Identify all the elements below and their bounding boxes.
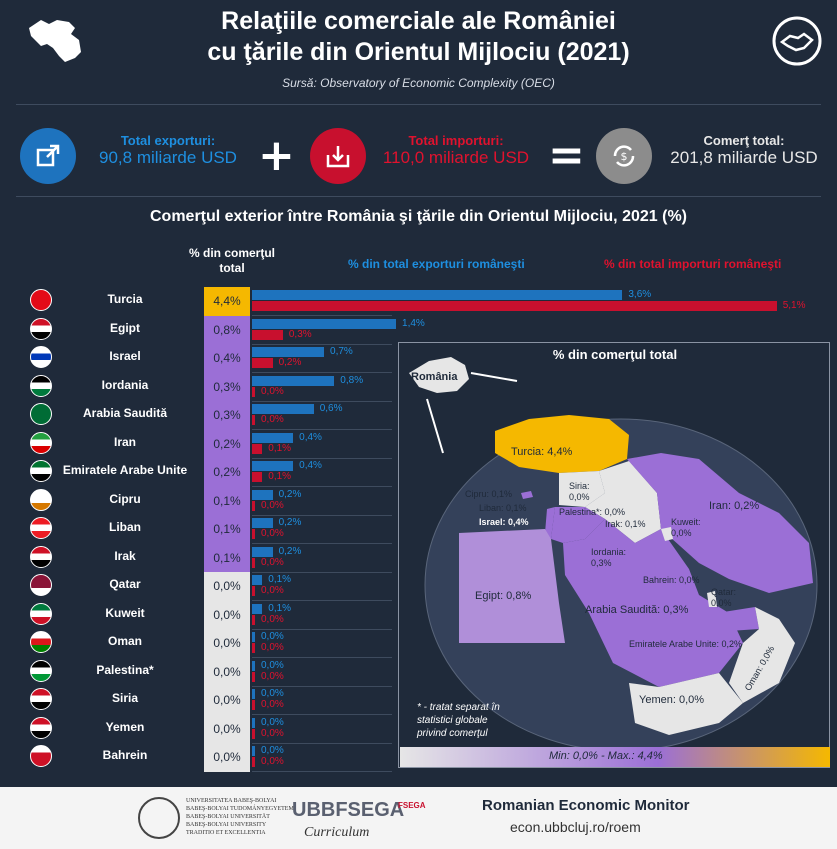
map-label-palestina: Palestina*: 0,0% bbox=[559, 507, 626, 517]
import-bar bbox=[252, 672, 255, 682]
export-bar bbox=[252, 461, 293, 471]
flag-icon bbox=[30, 346, 52, 368]
import-value-label: 0,3% bbox=[288, 328, 312, 340]
map-egypt bbox=[459, 529, 565, 643]
country-label: Israel bbox=[109, 349, 141, 363]
import-bar bbox=[252, 415, 255, 425]
flag-icon bbox=[30, 375, 52, 397]
import-value-label: 0,1% bbox=[268, 471, 292, 482]
share-cell: 0,8% bbox=[204, 316, 250, 345]
map-label-bahrein: Bahrein: 0,0% bbox=[643, 575, 700, 585]
import-value-label: 0,0% bbox=[261, 385, 284, 397]
row-divider bbox=[252, 458, 392, 459]
export-value-label: 0,0% bbox=[261, 688, 284, 699]
import-value-label: 0,0% bbox=[261, 585, 284, 596]
export-value-label: 0,1% bbox=[268, 574, 292, 585]
row-divider bbox=[252, 486, 392, 487]
share-cell: 0,0% bbox=[204, 572, 250, 601]
map-label-liban: Liban: 0,1% bbox=[479, 503, 527, 513]
export-bar bbox=[252, 319, 396, 329]
import-bar bbox=[252, 615, 255, 625]
exports-label: Total exporturi: bbox=[120, 133, 216, 148]
export-value-label: 0,8% bbox=[340, 374, 364, 386]
import-bar bbox=[252, 501, 255, 511]
country-label: Bahrein bbox=[102, 748, 148, 762]
row-divider bbox=[252, 572, 392, 573]
svg-text:$: $ bbox=[620, 150, 628, 163]
map-label-irak: Irak: 0,1% bbox=[605, 519, 646, 529]
equals-sign: = bbox=[548, 130, 585, 181]
country-label: Turcia bbox=[107, 292, 143, 306]
import-value-label: 0,0% bbox=[261, 613, 284, 625]
row-divider bbox=[252, 515, 392, 516]
arrow-romania-1 bbox=[471, 373, 517, 381]
country-label: Yemen bbox=[105, 719, 145, 734]
flag-icon bbox=[30, 318, 52, 340]
export-value-label: 0,0% bbox=[261, 659, 284, 671]
import-bar bbox=[252, 586, 255, 596]
import-value-label: 0,0% bbox=[261, 642, 284, 653]
export-value-label: 0,0% bbox=[261, 716, 284, 728]
row-divider bbox=[252, 657, 392, 658]
imports-value: 110,0 miliarde USD bbox=[382, 148, 530, 167]
share-cell: 4,4% bbox=[204, 287, 250, 316]
share-cell: 0,2% bbox=[204, 430, 250, 459]
fsega-logo: UBBFSEGA bbox=[292, 799, 405, 821]
monitor-title: Romanian Economic Monitor bbox=[482, 797, 690, 814]
fsega-small-logo: FSEGA bbox=[398, 801, 426, 810]
share-header-line-2: total bbox=[219, 261, 245, 275]
row-divider bbox=[252, 543, 392, 544]
export-value-label: 0,2% bbox=[278, 545, 302, 557]
export-value-label: 0,0% bbox=[261, 745, 284, 756]
import-bar bbox=[252, 472, 262, 482]
row-divider bbox=[252, 344, 392, 345]
export-bar bbox=[252, 547, 273, 557]
row-divider bbox=[252, 372, 392, 373]
legend-imports: % din total importuri româneşti bbox=[604, 257, 782, 271]
share-header-line-1: % din comerţul bbox=[188, 246, 275, 260]
country-label: Qatar bbox=[109, 577, 141, 591]
import-value-label: 0,0% bbox=[261, 556, 284, 568]
import-bar bbox=[252, 387, 255, 397]
import-value-label: 0,0% bbox=[261, 414, 284, 425]
export-bar bbox=[252, 404, 314, 414]
country-label: Liban bbox=[109, 520, 141, 534]
flag-icon bbox=[30, 631, 52, 653]
flag-icon bbox=[30, 289, 52, 311]
export-bar bbox=[252, 347, 324, 357]
row-divider bbox=[252, 315, 392, 316]
export-bar bbox=[252, 376, 334, 386]
export-bar bbox=[252, 518, 273, 528]
export-value-label: 0,7% bbox=[330, 346, 353, 357]
export-value-label: 0,4% bbox=[299, 460, 322, 471]
map-label-kuweit: Kuweit: 0,0% bbox=[671, 517, 701, 538]
import-bar bbox=[252, 358, 273, 368]
university-name: UNIVERSITATEA BABEŞ-BOLYAI BABEŞ-BOLYAI TUDOMÁNYEGYETEM BABEŞ-BOLYAI UNIVERSITÄT BABEŞ-BOLYAI UNIVERSITY TRADITIO ET EXCELLENTIA bbox=[186, 798, 294, 836]
share-cell: 0,1% bbox=[204, 487, 250, 516]
flag-icon bbox=[30, 517, 52, 539]
row-divider bbox=[252, 401, 392, 402]
legend-exports: % din total exporturi româneşti bbox=[348, 257, 525, 271]
title-line-1: Relaţiile comerciale ale României bbox=[221, 7, 616, 35]
row-divider bbox=[252, 686, 392, 687]
country-label: Siria bbox=[111, 691, 138, 705]
import-bar bbox=[252, 729, 255, 739]
share-cell: 0,1% bbox=[204, 544, 250, 573]
arrow-romania-2 bbox=[427, 399, 443, 453]
export-value-label: 0,2% bbox=[278, 488, 302, 500]
share-cell: 0,0% bbox=[204, 743, 250, 772]
country-label: Kuweit bbox=[105, 605, 145, 620]
country-label: Cipru bbox=[109, 491, 141, 506]
import-value-label: 0,0% bbox=[261, 528, 284, 539]
country-label: Oman bbox=[107, 634, 142, 648]
share-cell: 0,2% bbox=[204, 458, 250, 487]
flag-icon bbox=[30, 745, 52, 767]
import-value-label: 0,0% bbox=[261, 499, 284, 511]
row-divider bbox=[252, 714, 392, 715]
share-cell: 0,0% bbox=[204, 715, 250, 744]
flag-icon bbox=[30, 489, 52, 511]
export-value-label: 0,4% bbox=[299, 431, 322, 443]
map-label-arabia: Arabia Saudită: 0,3% bbox=[585, 604, 689, 616]
import-bar bbox=[252, 301, 777, 311]
import-value-label: 5,1% bbox=[782, 300, 806, 311]
export-value-label: 0,1% bbox=[268, 602, 292, 614]
country-label: Emiratele Arabe Unite bbox=[62, 463, 188, 477]
map-label-turcia: Turcia: 4,4% bbox=[511, 446, 573, 458]
map-label-egipt: Egipt: 0,8% bbox=[475, 590, 532, 602]
map-footnote: * - tratat separat în statistici globale privind comerţul bbox=[417, 702, 500, 739]
export-bar bbox=[252, 290, 622, 300]
flag-icon bbox=[30, 603, 52, 625]
exports-value: 90,8 miliarde USD bbox=[99, 148, 237, 167]
export-bar bbox=[252, 718, 255, 728]
flag-icon bbox=[30, 717, 52, 739]
map-legend-label: Min: 0,0% - Max.: 4,4% bbox=[549, 750, 663, 762]
import-value-label: 0,0% bbox=[261, 756, 284, 767]
map-panel bbox=[398, 342, 830, 768]
map-turkey bbox=[495, 415, 629, 473]
export-value-label: 3,6% bbox=[628, 289, 652, 300]
country-label: Iordania bbox=[101, 377, 149, 392]
import-bar bbox=[252, 558, 255, 568]
flag-icon bbox=[30, 574, 52, 596]
source-note: Sursă: Observatory of Economic Complexity (OEC) bbox=[282, 76, 555, 90]
import-value-label: 0,1% bbox=[268, 442, 292, 454]
country-label: Egipt bbox=[110, 320, 140, 335]
import-bar bbox=[252, 643, 255, 653]
flag-icon bbox=[30, 460, 52, 482]
university-seal-icon bbox=[138, 797, 180, 839]
plus-sign: + bbox=[258, 130, 295, 181]
share-cell: 0,1% bbox=[204, 515, 250, 544]
trade-label: Comerţ total: bbox=[703, 133, 785, 148]
imports-label: Total importuri: bbox=[408, 133, 504, 148]
export-bar bbox=[252, 433, 293, 443]
export-bar bbox=[252, 632, 255, 642]
import-value-label: 0,0% bbox=[261, 699, 284, 710]
export-bar bbox=[252, 575, 262, 585]
share-cell: 0,0% bbox=[204, 658, 250, 687]
map-label-siria: Siria: 0,0% bbox=[569, 481, 590, 502]
import-value-label: 0,0% bbox=[261, 670, 284, 682]
flag-icon bbox=[30, 403, 52, 425]
map-label-yemen: Yemen: 0,0% bbox=[639, 694, 705, 706]
share-cell: 0,0% bbox=[204, 629, 250, 658]
export-bar bbox=[252, 490, 273, 500]
map-label-iordania: Iordania: 0,3% bbox=[591, 547, 627, 568]
country-label: Palestina* bbox=[96, 662, 154, 677]
row-divider bbox=[252, 429, 392, 430]
curriculum-script: Curriculum bbox=[304, 825, 370, 840]
map-label-cipru: Cipru: 0,1% bbox=[465, 489, 513, 499]
import-bar bbox=[252, 529, 255, 539]
import-bar bbox=[252, 700, 255, 710]
share-cell: 0,0% bbox=[204, 601, 250, 630]
share-cell: 0,3% bbox=[204, 373, 250, 402]
map-label-qatar: Qatar: 0,0% bbox=[711, 587, 737, 608]
map-label-eau: Emiratele Arabe Unite: 0,2% bbox=[629, 639, 743, 649]
import-bar bbox=[252, 444, 262, 454]
title-line-2: cu ţările din Orientul Mijlociu (2021) bbox=[207, 38, 630, 66]
row-divider bbox=[252, 771, 392, 772]
export-value-label: 0,0% bbox=[261, 631, 284, 642]
export-value-label: 1,4% bbox=[402, 317, 425, 329]
import-bar bbox=[252, 330, 283, 340]
import-value-label: 0,0% bbox=[261, 727, 284, 739]
country-label: Iran bbox=[113, 434, 136, 449]
import-value-label: 0,2% bbox=[278, 357, 302, 368]
monitor-url: econ.ubbcluj.ro/roem bbox=[510, 819, 641, 835]
map-title: % din comerţul total bbox=[552, 347, 678, 362]
share-cell: 0,4% bbox=[204, 344, 250, 373]
footer bbox=[0, 787, 837, 849]
flag-icon bbox=[30, 688, 52, 710]
export-value-label: 0,6% bbox=[319, 403, 343, 414]
export-bar bbox=[252, 661, 255, 671]
import-bar bbox=[252, 757, 255, 767]
share-cell: 0,0% bbox=[204, 686, 250, 715]
trade-value: 201,8 miliarde USD bbox=[670, 148, 818, 167]
chart-title: Comerţul exterior între România şi ţările din Orientul Mijlociu, 2021 (%) bbox=[149, 208, 687, 225]
country-label: Arabia Saudită bbox=[82, 406, 168, 420]
share-cell: 0,3% bbox=[204, 401, 250, 430]
flag-icon bbox=[30, 432, 52, 454]
row-divider bbox=[252, 600, 392, 601]
flag-icon bbox=[30, 546, 52, 568]
row-divider bbox=[252, 629, 392, 630]
row-divider bbox=[252, 743, 392, 744]
country-label: Irak bbox=[114, 548, 136, 563]
map-label-romania: România bbox=[411, 371, 458, 383]
map-label-israel: Israel: 0,4% bbox=[479, 517, 529, 527]
map-label-oman: Oman: 0,0% bbox=[742, 644, 777, 693]
export-value-label: 0,2% bbox=[278, 517, 302, 528]
export-bar bbox=[252, 689, 255, 699]
export-bar bbox=[252, 746, 255, 756]
export-bar bbox=[252, 604, 262, 614]
map-label-iran: Iran: 0,2% bbox=[709, 500, 760, 512]
flag-icon bbox=[30, 660, 52, 682]
